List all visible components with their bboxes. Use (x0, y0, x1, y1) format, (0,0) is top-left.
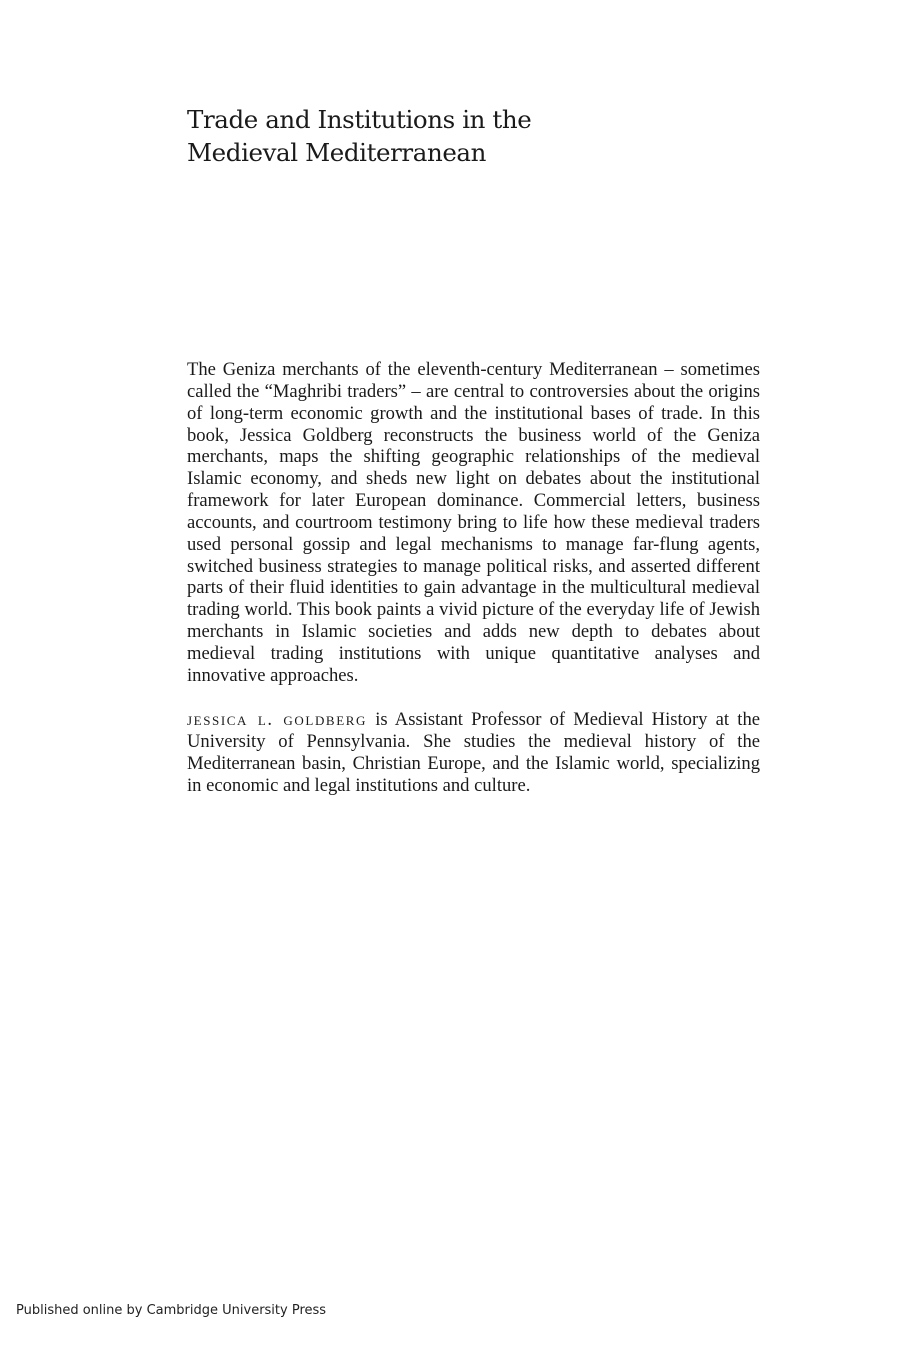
author-bio: is Assistant Professor of Medieval History at the University of Pennsylvania. She studies the medieval history of the Mediterranean basin, Christian Europe, and the Islamic world, specializing in economic and legal institutions and culture. (187, 709, 760, 796)
book-title-line-1: Trade and Institutions in the (187, 105, 532, 134)
author-bio-paragraph (187, 709, 760, 796)
book-description: The Geniza merchants of the eleventh-century Mediterranean – sometimes called the “Maghribi traders” – are central to controversies about the origins of long-term economic growth and the institutional bases of trade. In this book, Jessica Goldberg reconstructs the business world of the Geniza merchants, maps the shifting geographic relationships of the medieval Islamic economy, and sheds new light on debates about the institutional framework for later European dominance. Commercial letters, business accounts, and courtroom testimony bring to life how these medieval traders used personal gossip and legal mechanisms to manage far-flung agents, switched business strategies to manage political risks, and asserted different parts of their fluid identities to gain advantage in the multicultural medieval trading world. This book paints a vivid picture of the everyday life of Jewish merchants in Islamic societies and adds new depth to debates about medieval trading institutions with unique quantitative analyses and innovative approaches. (187, 359, 760, 686)
book-title (187, 103, 531, 169)
book-title-line-2: Medieval Mediterranean (187, 138, 487, 167)
publisher-footer: Published online by Cambridge University Press (16, 1303, 327, 1318)
author-name: jessica l. goldberg (187, 709, 368, 730)
